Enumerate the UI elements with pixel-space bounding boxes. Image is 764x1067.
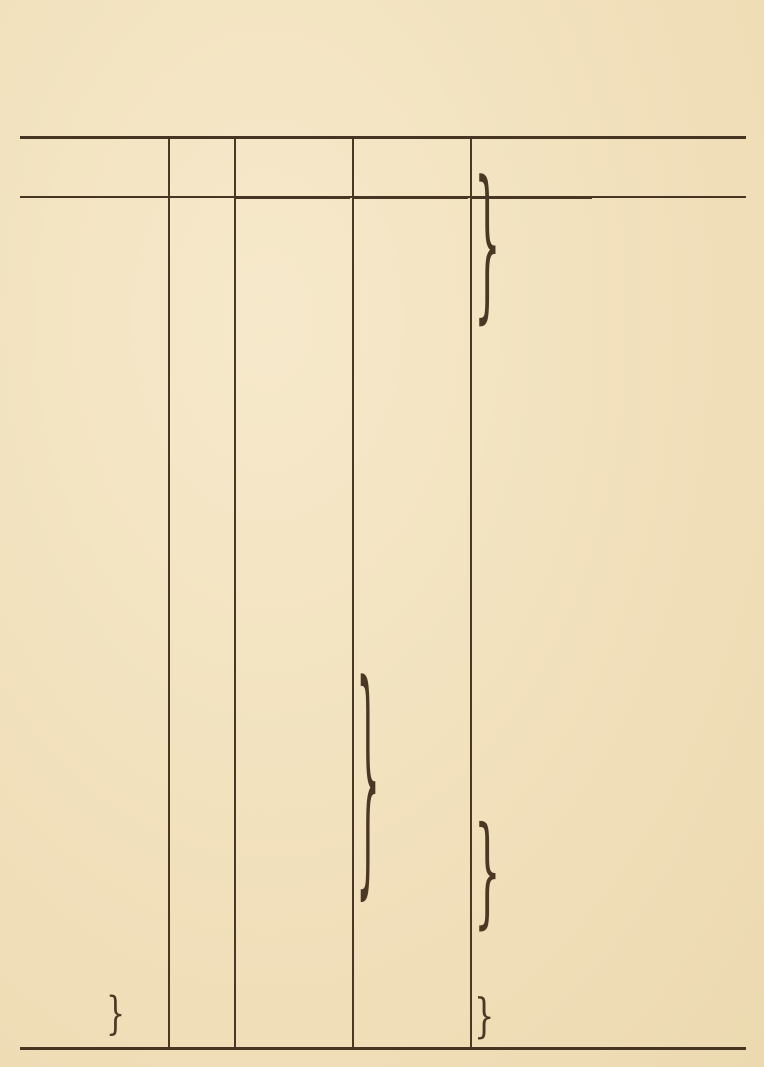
column-rule-2: [234, 139, 236, 1047]
brace-leaded-ternes: }: [106, 988, 126, 1041]
brace-group-1x: }: [474, 145, 501, 339]
subheader-rule-size: [236, 198, 350, 199]
brace-group-same-weight: }: [474, 800, 501, 941]
table-bottom-rule: [20, 1047, 746, 1050]
brace-group-roofing: }: [474, 988, 495, 1044]
table-top-rule: [20, 136, 746, 139]
column-rule-4: [470, 139, 472, 1047]
column-rule-1: [168, 139, 170, 1047]
brace-group-weight-blank: }: [356, 631, 381, 921]
subheader-rule-weight: [354, 198, 468, 199]
column-rule-3: [352, 139, 354, 1047]
